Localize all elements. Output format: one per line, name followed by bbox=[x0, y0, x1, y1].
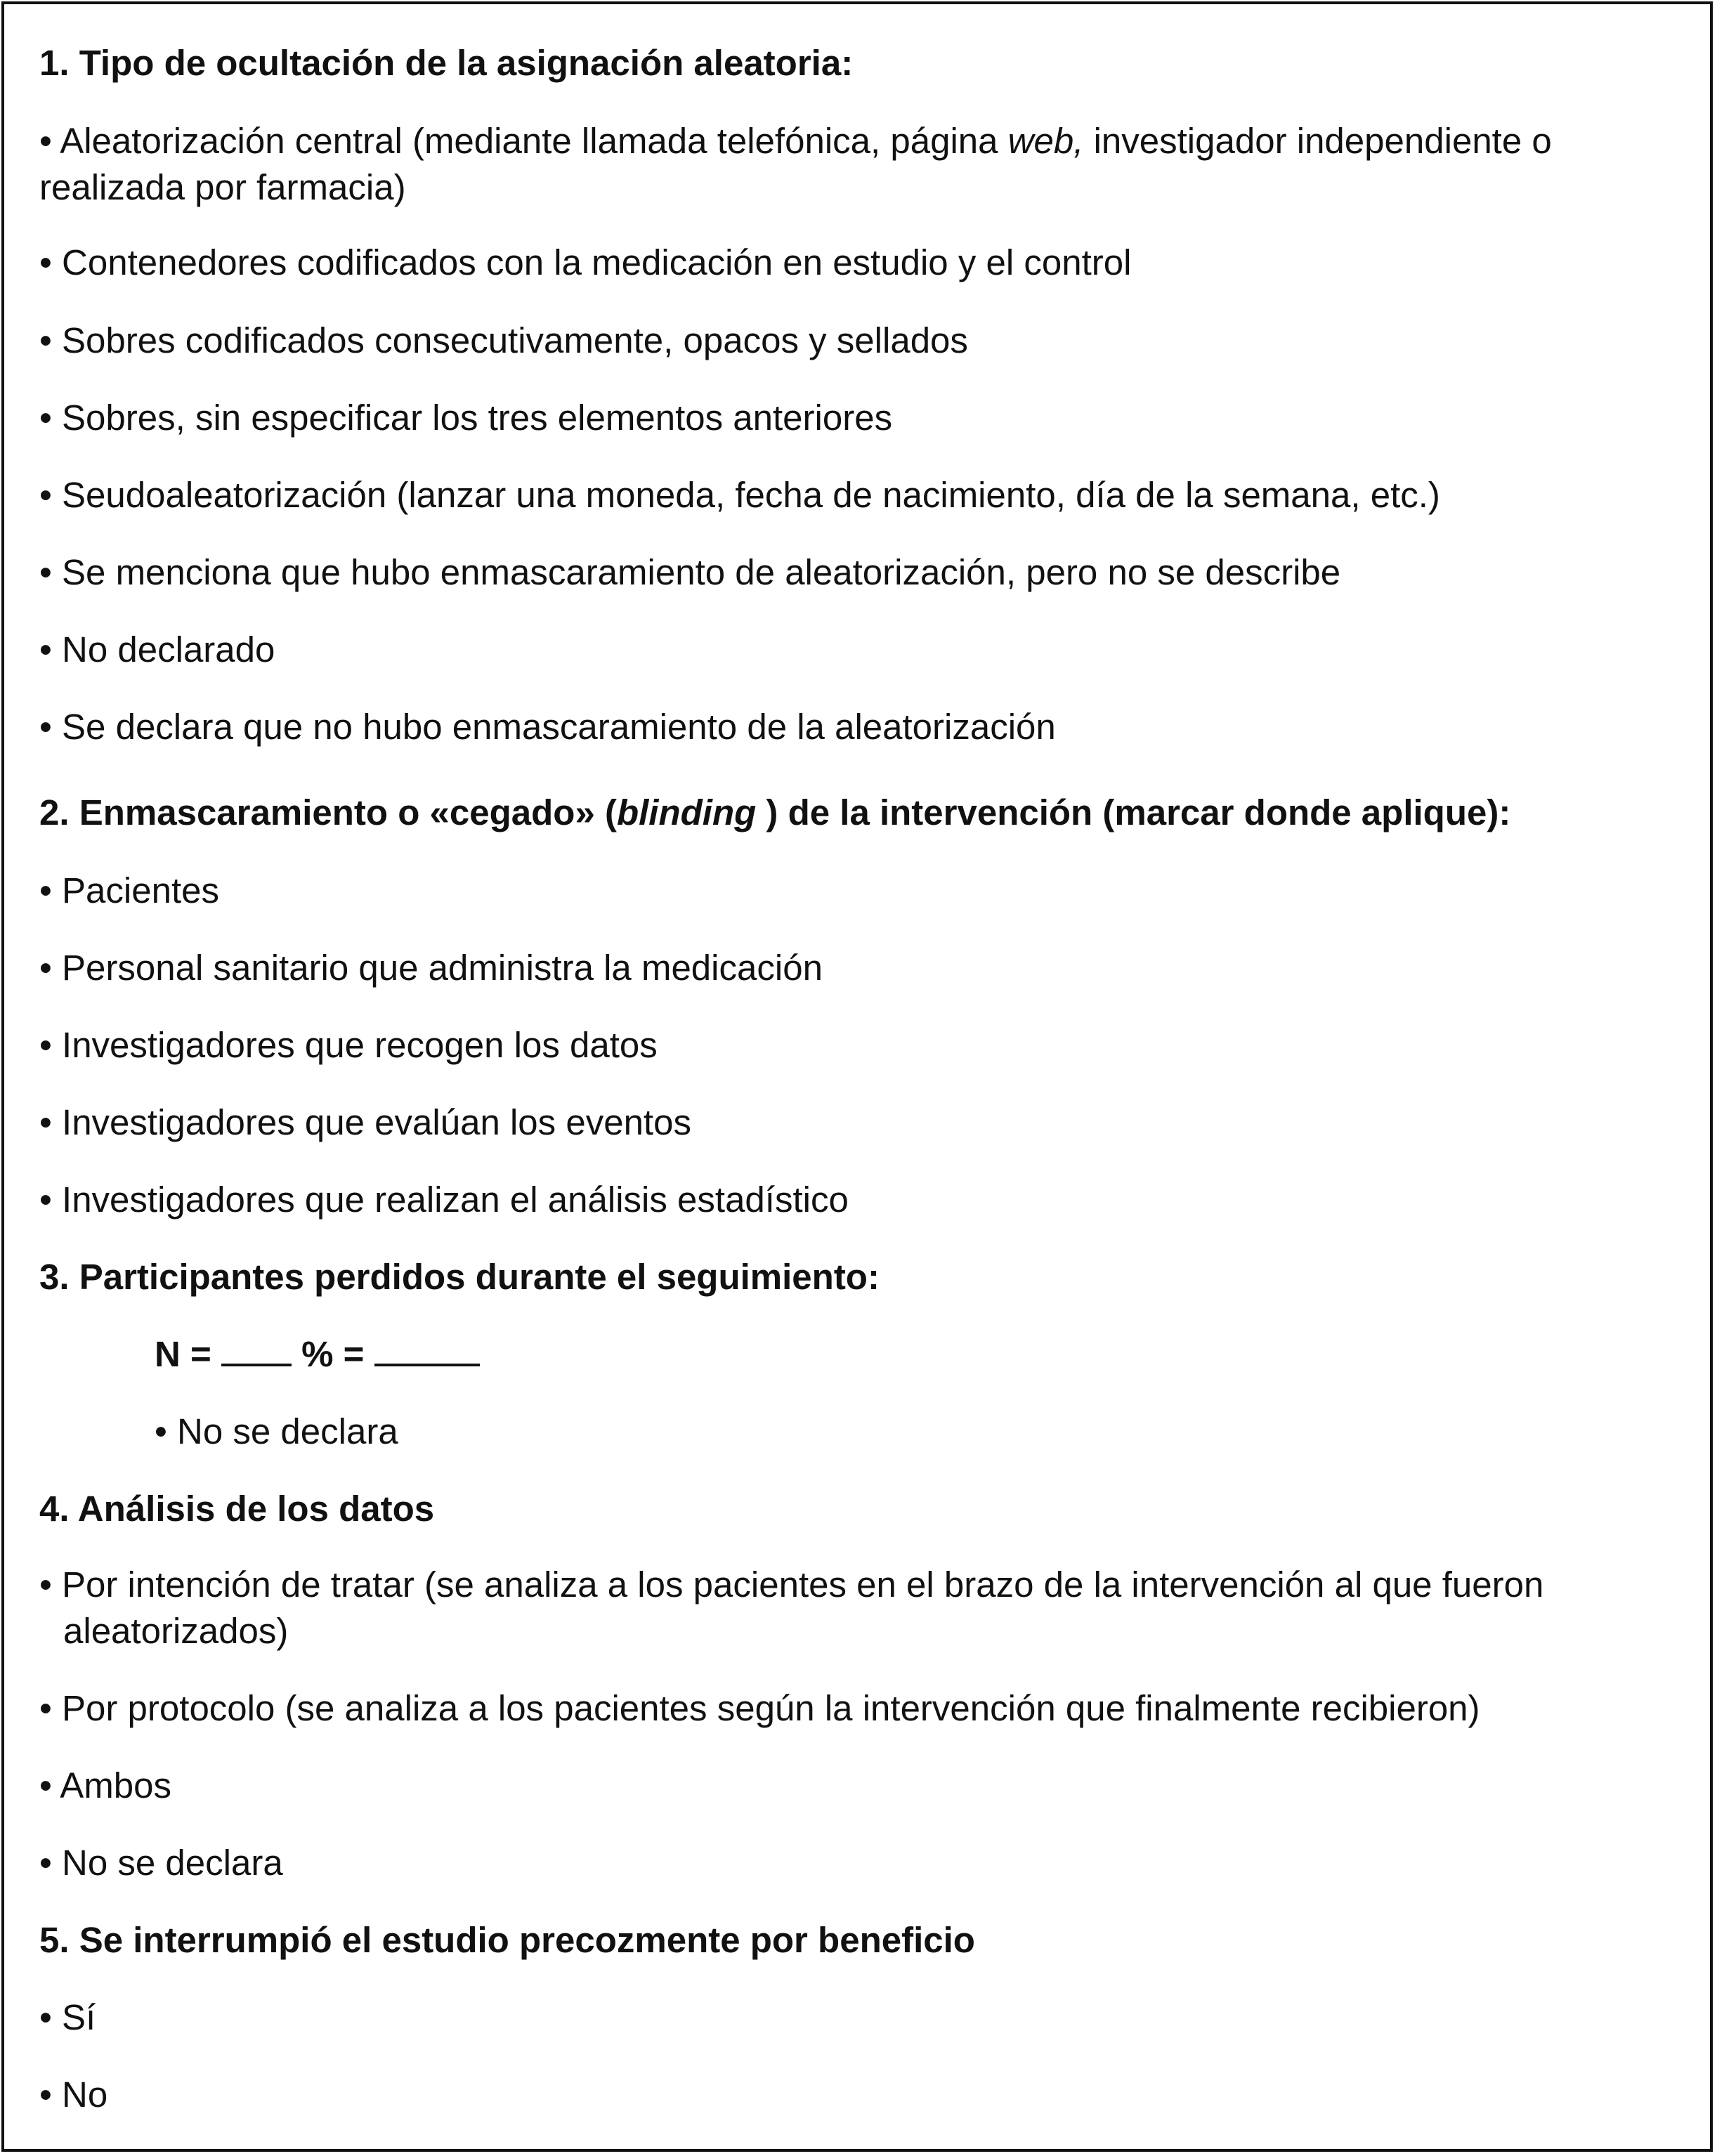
section-2-item-1: • Pacientes bbox=[39, 870, 219, 910]
section-4-item-2: • Por protocolo (se analiza a los pacientes según la intervención que finalmente recibieron) bbox=[39, 1688, 1480, 1728]
section-1-item-5: • Seudoaleatorización (lanzar una moneda, fecha de nacimiento, día de la semana, etc.) bbox=[39, 475, 1440, 515]
section-3-heading: 3. Participantes perdidos durante el seguimiento: bbox=[39, 1257, 880, 1297]
percent-blank-field bbox=[374, 1335, 480, 1366]
section-2-item-3: • Investigadores que recogen los datos bbox=[39, 1025, 658, 1065]
percent-label: % = bbox=[301, 1334, 365, 1374]
section-4-item-1: • Por intención de tratar (se analiza a los pacientes en el brazo de la intervención al que fueron aleatorizados) bbox=[39, 1564, 1544, 1651]
section-1-item-1: • Aleatorización central (mediante llamada telefónica, página web, investigador independiente o realizada por farmacia) bbox=[39, 121, 1552, 207]
section-5-heading: 5. Se interrumpió el estudio precozmente por beneficio bbox=[39, 1920, 975, 1960]
section-2-item-4: • Investigadores que evalúan los eventos bbox=[39, 1102, 691, 1142]
section-1-item-2: • Contenedores codificados con la medicación en estudio y el control bbox=[39, 242, 1132, 282]
section-1-item-7: • No declarado bbox=[39, 629, 275, 669]
section-1-item-4: • Sobres, sin especificar los tres elementos anteriores bbox=[39, 398, 893, 438]
section-2-item-2: • Personal sanitario que administra la medicación bbox=[39, 948, 823, 988]
section-4-item-3: • Ambos bbox=[39, 1765, 171, 1805]
section-1-item-8: • Se declara que no hubo enmascaramiento de la aleatorización bbox=[39, 707, 1056, 747]
section-1-heading: 1. Tipo de ocultación de la asignación aleatoria: bbox=[39, 43, 854, 83]
section-4-item-4: • No se declara bbox=[39, 1843, 283, 1883]
section-4-heading: 4. Análisis de los datos bbox=[39, 1489, 435, 1529]
section-3-item-1: • No se declara bbox=[155, 1411, 398, 1451]
section-2-item-5: • Investigadores que realizan el análisis estadístico bbox=[39, 1180, 849, 1220]
section-1-item-6: • Se menciona que hubo enmascaramiento de aleatorización, pero no se describe bbox=[39, 552, 1341, 592]
lost-followup-fields bbox=[155, 1332, 480, 1377]
section-1-item-3: • Sobres codificados consecutivamente, opacos y sellados bbox=[39, 320, 968, 360]
section-5-item-2: • No bbox=[39, 2075, 108, 2115]
n-blank-field bbox=[221, 1335, 292, 1366]
section-2-heading: 2. Enmascaramiento o «cegado» (blinding ) de la intervención (marcar donde aplique): bbox=[39, 792, 1511, 832]
section-5-item-1: • Sí bbox=[39, 1997, 96, 2037]
n-label: N = bbox=[155, 1334, 211, 1374]
